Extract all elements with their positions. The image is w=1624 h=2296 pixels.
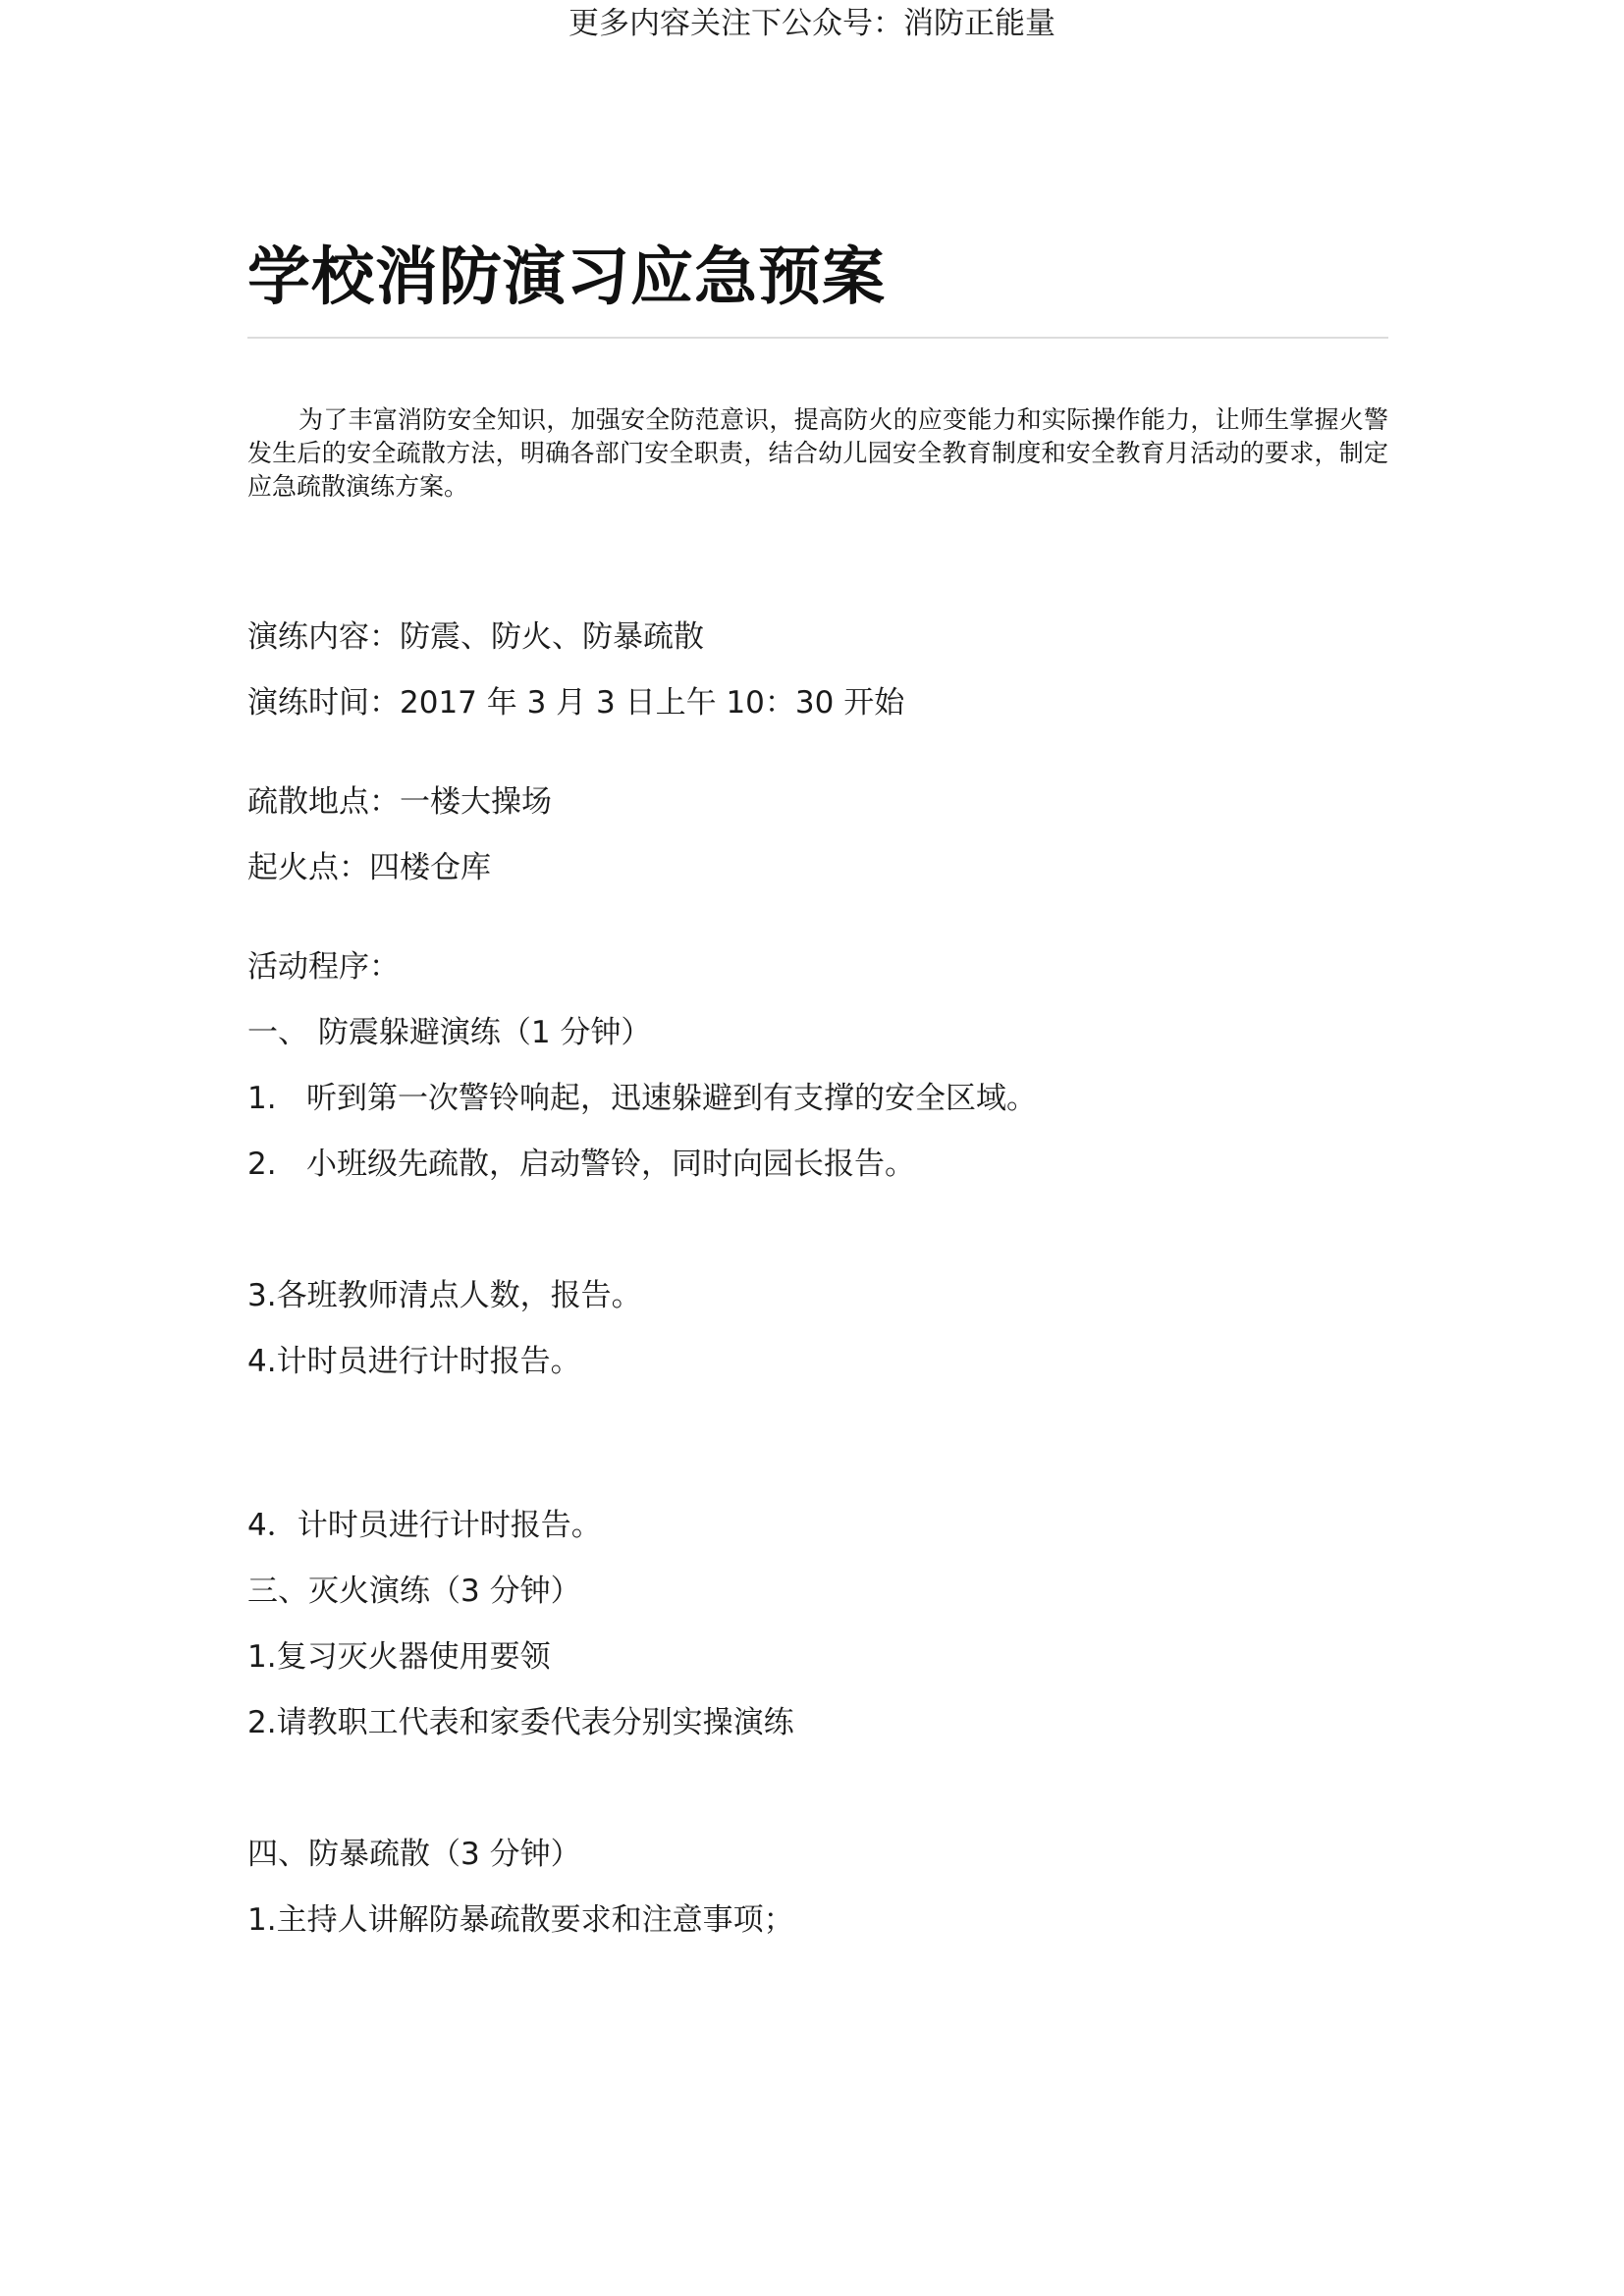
list-item-text: 小班级先疏散，启动警铃，同时向园长报告。 <box>306 1147 915 1182</box>
list-item-text: 听到第一次警铃响起，迅速躲避到有支撑的安全区域。 <box>306 1081 1037 1116</box>
drill-time: 演练时间：2017 年 3 月 3 日上午 10：30 开始 <box>247 685 905 721</box>
drill-content: 演练内容：防震、防火、防暴疏散 <box>247 619 704 655</box>
page-title: 学校消防演习应急预案 <box>247 241 886 314</box>
list-item: 2.请教职工代表和家委代表分别实操演练 <box>247 1705 794 1740</box>
list-item: 3.各班教师清点人数，报告。 <box>247 1278 642 1313</box>
section-heading-anti-riot: 四、防暴疏散（3 分钟） <box>247 1837 581 1872</box>
title-divider <box>247 337 1388 339</box>
evacuation-location: 疏散地点：一楼大操场 <box>247 784 552 820</box>
section-heading-earthquake: 一、 防震躲避演练（1 分钟） <box>247 1015 652 1050</box>
list-item: 1.复习灭火器使用要领 <box>247 1639 551 1675</box>
list-item: 1.主持人讲解防暴疏散要求和注意事项； <box>247 1902 794 1938</box>
fire-point: 起火点：四楼仓库 <box>247 850 491 885</box>
header-note: 更多内容关注下公众号：消防正能量 <box>568 6 1056 41</box>
list-item-number: 2. <box>247 1147 277 1182</box>
list-item: 4．计时员进行计时报告。 <box>247 1508 602 1543</box>
list-item-number: 1. <box>247 1081 277 1116</box>
section-heading-fire-extinguishing: 三、灭火演练（3 分钟） <box>247 1574 581 1609</box>
list-item: 4.计时员进行计时报告。 <box>247 1344 581 1379</box>
program-heading: 活动程序： <box>247 949 400 985</box>
intro-paragraph: 为了丰富消防安全知识，加强安全防范意识，提高防火的应变能力和实际操作能力，让师生掌握火警发生后的安全疏散方法，明确各部门安全职责，结合幼儿园安全教育制度和安全教育月活动的要求，制定应急疏散演练方案。 <box>247 405 1388 501</box>
list-item <box>247 1143 915 1186</box>
list-item <box>247 1077 1037 1120</box>
